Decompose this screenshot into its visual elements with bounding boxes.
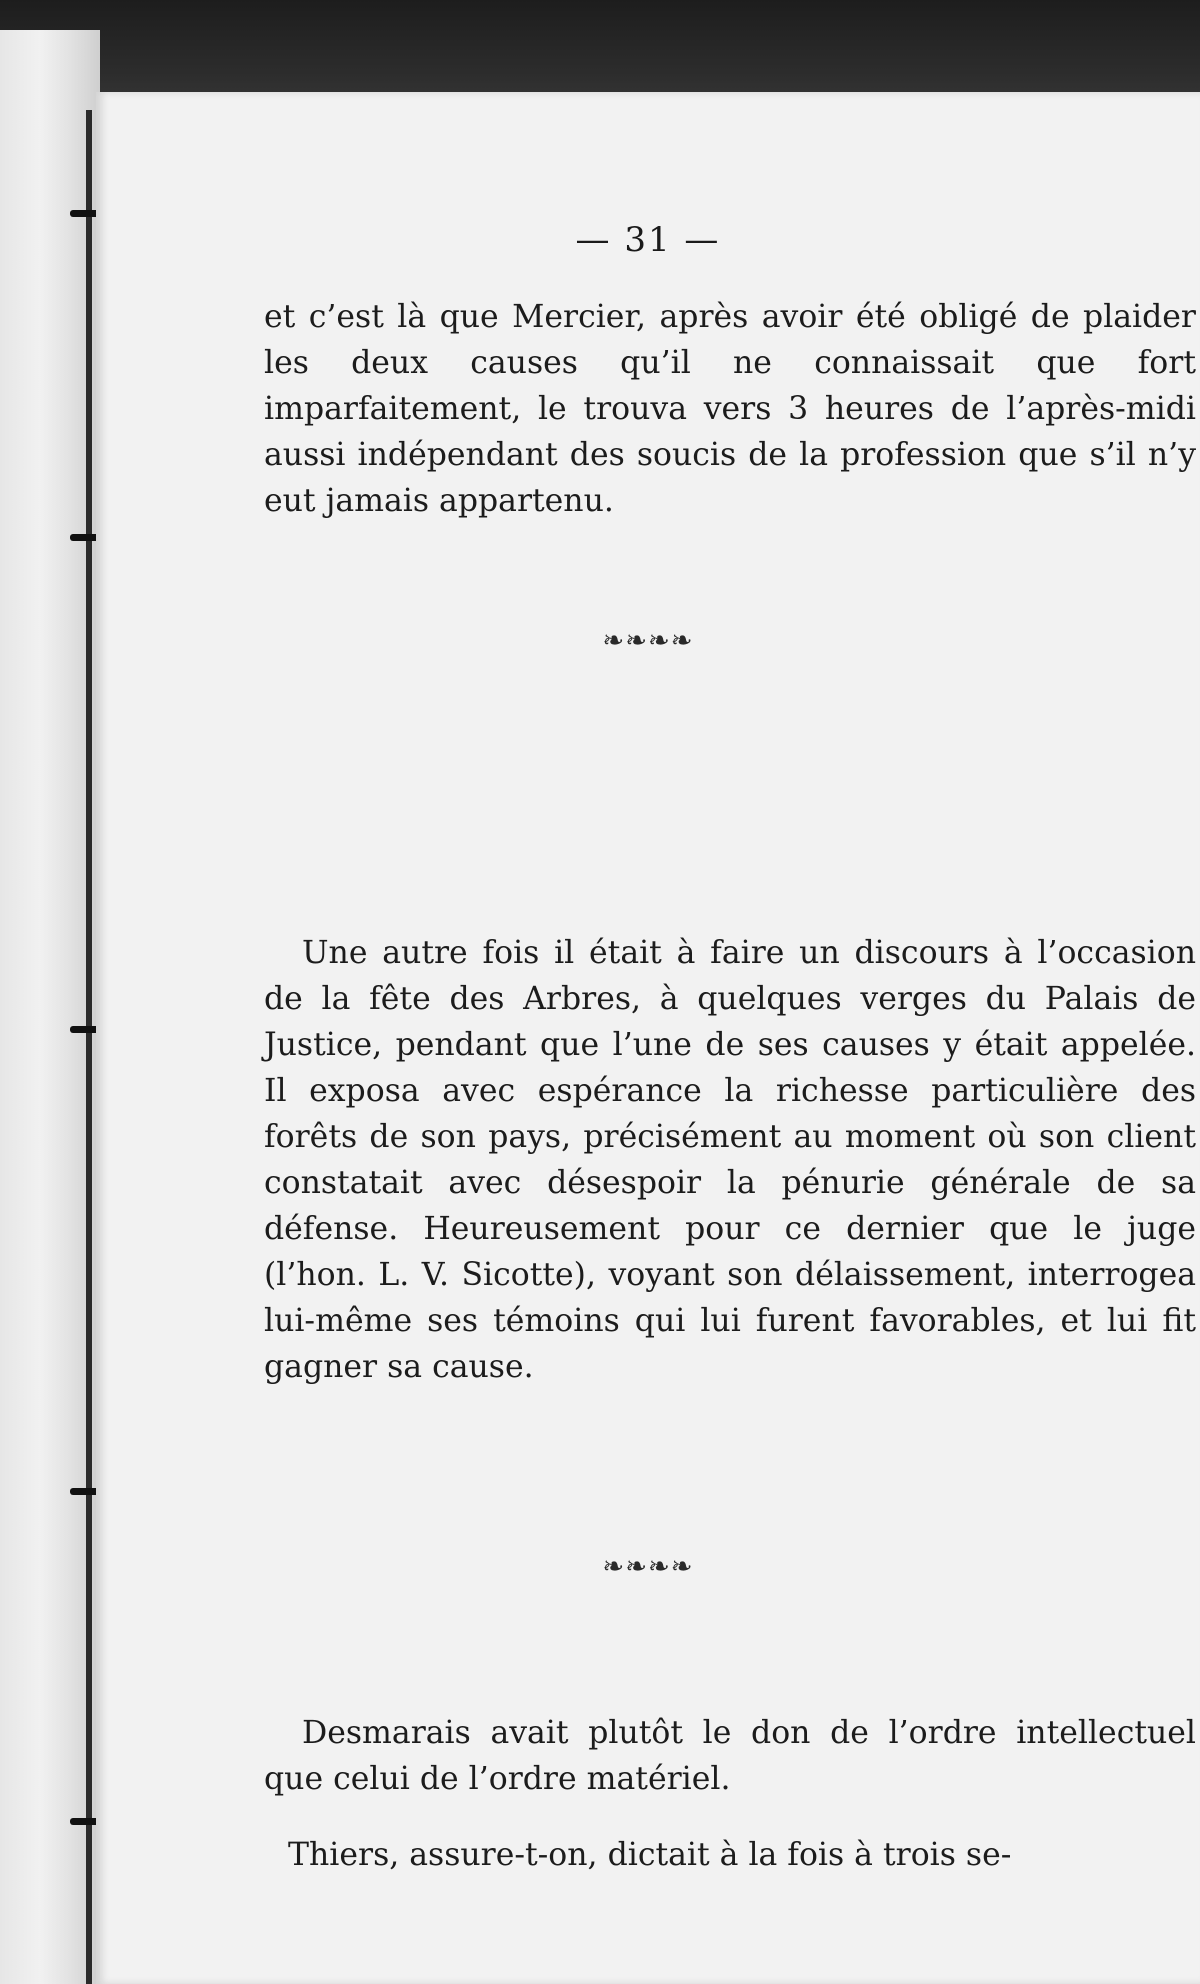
paragraph-fete-des-arbres: Une autre fois il était à faire un discours à l’occasion de la fête des Arbres, à quelques verges du Palais de Justice, pendant que l’une de ses causes y était appelée. Il exposa avec espérance la richesse particulière des forêts de son pays, précisément au moment où son client constatait avec désespoir la pénurie générale de sa défense. Heureusement pour ce dernier que le juge (l’hon. L. V. Sicotte), voyant son délaissement, interrogea lui-même ses témoins qui lui furent favorables, et lui fit gagner sa cause. — [264, 935, 1196, 1385]
paragraph-continuation: et c’est là que Mercier, après avoir été obligé de plaider les deux causes qu’il ne connaissait que fort imparfaitement, le trouva vers 3 heures de l’après-midi aussi indépendant des soucis de la profession que s’il n’y eut jamais appartenu. — [264, 299, 1196, 519]
paragraph-desmarais: Desmarais avait plutôt le don de l’ordre intellectuel que celui de l’ordre matériel. — [264, 1715, 1196, 1797]
section-ornament: ❧❧❧❧ — [602, 626, 694, 656]
section-ornament: ❧❧❧❧ — [602, 1552, 694, 1582]
binding-spine — [86, 110, 92, 1984]
paragraph-thiers: Thiers, assure-t-on, dictait à la fois à trois se- — [288, 1837, 1012, 1873]
page-number: — 31 — — [575, 220, 721, 260]
book-page — [96, 92, 1200, 1984]
stacked-page-edges — [0, 30, 100, 1984]
